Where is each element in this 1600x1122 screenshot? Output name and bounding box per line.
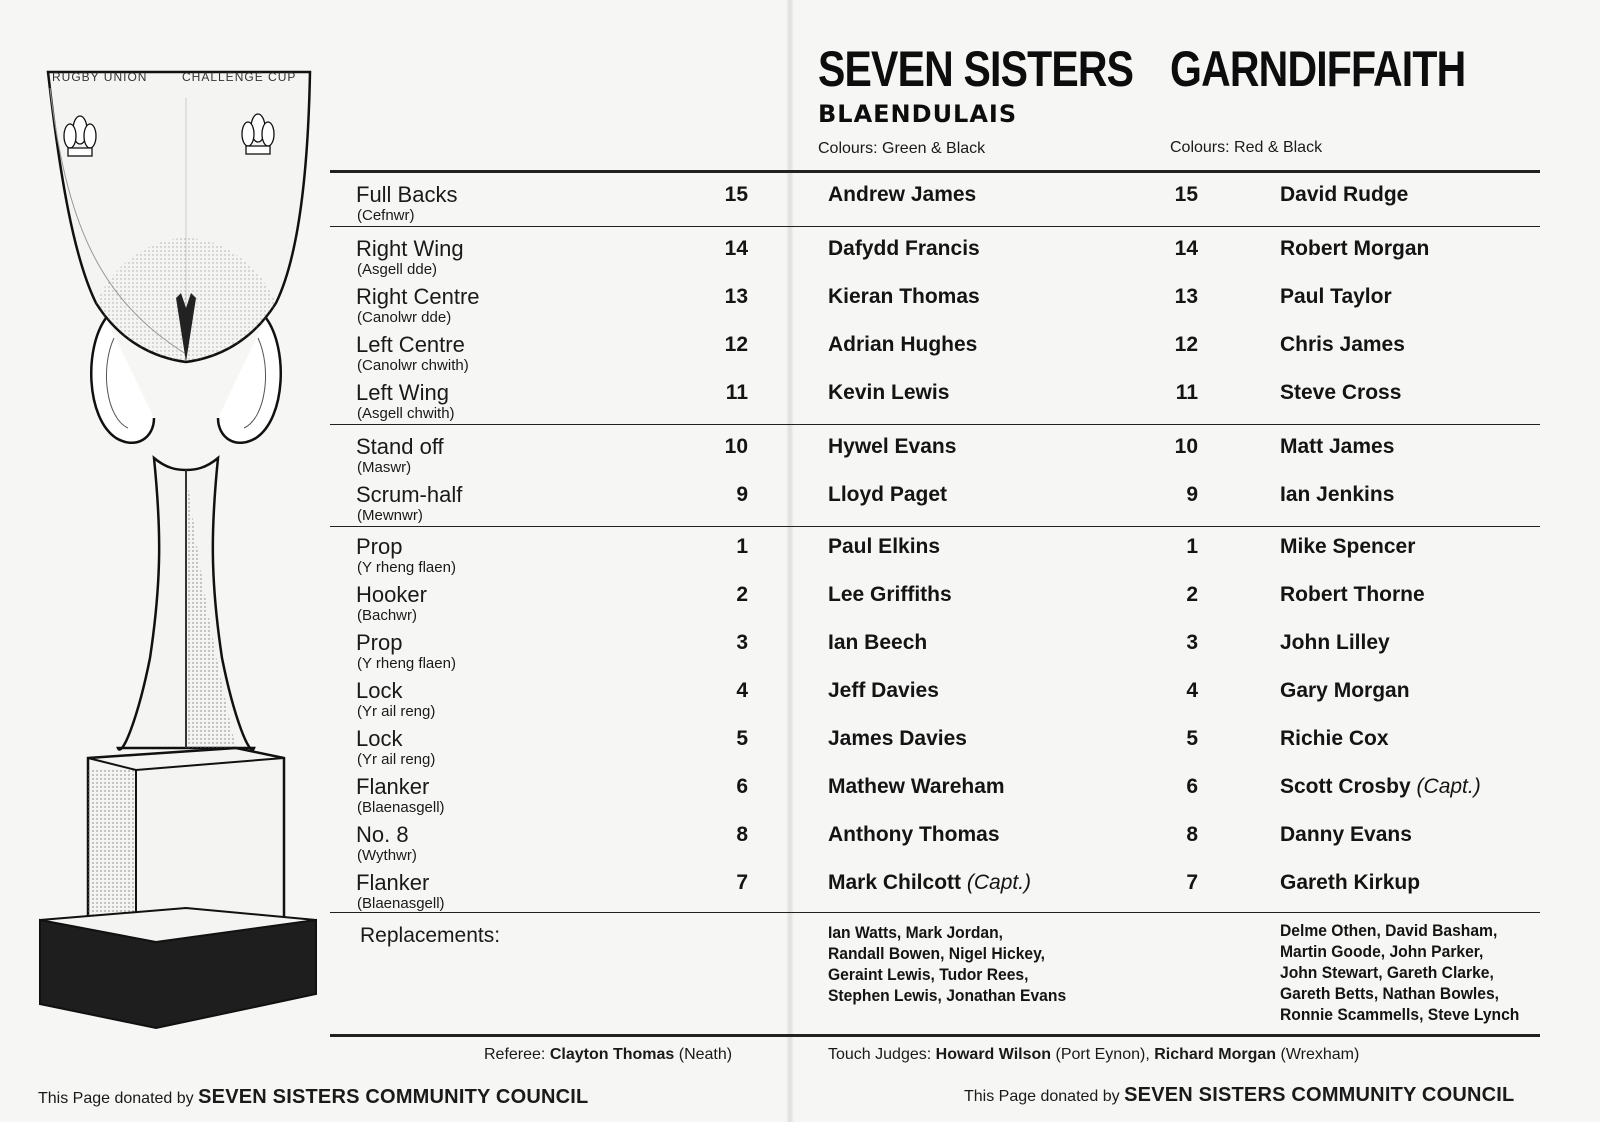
position-welsh-name: (Yr ail reng) [357,703,436,720]
away-shirt-number: 1 [1186,535,1198,558]
away-player-text: Gary Morgan [1280,679,1410,702]
replacement-line: John Stewart, Gareth Clarke, [1280,963,1494,982]
away-shirt-number: 13 [1174,285,1198,308]
position-welsh-name: (Y rheng flaen) [357,559,456,576]
away-player-name [1280,632,1390,653]
position-welsh-name: (Blaenasgell) [357,799,445,816]
replacement-line: Ian Watts, Mark Jordan, [828,923,1003,942]
table-bottom-rule [330,1034,1540,1037]
away-player-name [1280,382,1401,403]
away-player-name [1280,584,1425,605]
away-shirt-number: 12 [1174,333,1198,356]
away-shirt-number: 8 [1186,823,1198,846]
home-player-text: Adrian Hughes [828,333,978,356]
donation-footer-right [964,1084,1514,1107]
donation-prefix: This Page donated by [964,1088,1120,1105]
position-name: Stand off [356,434,444,459]
away-player-text: Danny Evans [1280,823,1412,846]
away-player-text: Matt James [1280,435,1395,458]
away-player-text: Chris James [1280,333,1405,356]
away-player-text: Scott Crosby [1280,775,1411,798]
replacements-label: Replacements: [360,924,501,947]
replacement-line: Randall Bowen, Nigel Hickey, [828,944,1045,963]
home-replacements [828,922,1066,1006]
away-player-name [1280,484,1394,505]
position-name: Flanker [356,870,430,895]
home-player-text: Mathew Wareham [828,775,1005,798]
home-player-text: Anthony Thomas [828,823,1000,846]
home-shirt-number: 15 [724,183,748,206]
home-shirt-number: 13 [724,285,748,308]
away-shirt-number: 5 [1186,727,1198,750]
position-name: No. 8 [356,822,409,847]
replacement-line: Delme Othen, David Basham, [1280,921,1498,940]
home-player-text: Hywel Evans [828,435,957,458]
position-welsh-name: (Cefnwr) [357,207,415,224]
cup-engraving-right: CHALLENGE CUP [182,70,297,84]
touch-judge-2-name: Richard Morgan [1154,1046,1277,1063]
away-shirt-number: 3 [1186,631,1198,654]
position-name: Lock [356,678,403,703]
position-name: Full Backs [356,182,458,207]
position-welsh-name: (Bachwr) [357,607,418,624]
section-rule-backs [330,226,1540,227]
away-player-text: John Lilley [1280,631,1390,654]
home-player-text: Kieran Thomas [828,285,980,308]
away-player-name [1280,824,1412,845]
home-shirt-number: 5 [736,727,748,750]
away-shirt-number: 2 [1186,583,1198,606]
home-player-text: Kevin Lewis [828,381,950,404]
away-player-name [1280,680,1410,701]
away-shirt-number: 9 [1186,483,1198,506]
home-shirt-number: 14 [724,237,748,260]
position-name: Hooker [356,582,427,607]
position-welsh-name: (Blaenasgell) [357,895,445,912]
page-fold [786,0,794,1122]
cup-engraving-left: RUGBY UNION [52,70,148,84]
position-name: Right Centre [356,284,480,309]
away-player-text: Steve Cross [1280,381,1402,404]
home-player-name [828,286,980,307]
section-rule-replacements [330,912,1540,913]
away-player-name [1280,238,1429,259]
away-player-name [1280,436,1394,457]
away-player-name [1280,776,1481,797]
away-player-name [1280,334,1405,355]
home-player-name [828,238,980,259]
home-player-name [828,584,952,605]
away-player-text: Richie Cox [1280,727,1389,750]
donation-footer-left [38,1086,588,1109]
home-shirt-number: 12 [724,333,748,356]
away-player-text: Paul Taylor [1280,285,1392,308]
away-player-text: Mike Spencer [1280,535,1416,558]
section-rule-halfbacks [330,424,1540,425]
away-player-name [1280,184,1408,205]
away-player-text: David Rudge [1280,183,1409,206]
table-top-rule [330,170,1540,173]
home-player-text: Andrew James [828,183,977,206]
home-player-name [828,728,967,749]
away-shirt-number: 4 [1186,679,1198,702]
home-player-name [828,776,1005,797]
home-shirt-number: 1 [736,535,748,558]
position-name: Left Centre [356,332,465,357]
home-player-name [828,824,1000,845]
position-name: Left Wing [356,380,449,405]
away-shirt-number: 15 [1174,183,1198,206]
touch-judges-label: Touch Judges: [828,1046,932,1063]
home-shirt-number: 2 [736,583,748,606]
away-player-text: Ian Jenkins [1280,483,1395,506]
home-player-name [828,484,947,505]
home-player-name [828,436,956,457]
away-team-name: GARNDIFFAITH [1170,41,1466,97]
away-player-name [1280,536,1415,557]
position-welsh-name: (Maswr) [357,459,412,476]
position-name: Prop [356,534,403,559]
away-player-name [1280,872,1420,893]
referee-line [484,1046,732,1064]
home-team-colours: Colours: Green & Black [818,140,986,157]
replacement-line: Ronnie Scammells, Steve Lynch [1280,1005,1520,1024]
position-welsh-name: (Canolwr dde) [357,309,452,326]
captain-marker: (Capt.) [1416,775,1481,798]
home-player-name [828,382,949,403]
home-shirt-number: 4 [736,679,748,702]
donation-prefix: This Page donated by [38,1090,194,1107]
position-name: Prop [356,630,403,655]
referee-name: Clayton Thomas [549,1046,675,1063]
home-player-text: James Davies [828,727,967,750]
away-player-text: Gareth Kirkup [1280,871,1421,894]
replacement-line: Geraint Lewis, Tudor Rees, [828,965,1029,984]
home-shirt-number: 9 [736,483,748,506]
home-player-name [828,334,977,355]
home-shirt-number: 3 [736,631,748,654]
home-player-text: Dafydd Francis [828,237,980,260]
position-welsh-name: (Asgell chwith) [357,405,455,422]
home-shirt-number: 10 [724,435,748,458]
home-player-text: Ian Beech [828,631,928,654]
home-player-text: Mark Chilcott [828,871,962,894]
touch-judge-1-name: Howard Wilson [935,1046,1052,1063]
position-welsh-name: (Y rheng flaen) [357,655,456,672]
away-shirt-number: 14 [1174,237,1198,260]
home-player-name [828,872,1031,893]
home-team-subtitle: BLAENDULAIS [818,100,1018,128]
away-replacements [1280,920,1519,1025]
position-welsh-name: (Mewnwr) [357,507,423,524]
replacement-line: Stephen Lewis, Jonathan Evans [828,986,1067,1005]
donation-sponsor: SEVEN SISTERS COMMUNITY COUNCIL [198,1086,589,1108]
position-name: Lock [356,726,403,751]
section-rule-forwards [330,526,1540,527]
away-shirt-number: 6 [1186,775,1198,798]
away-shirt-number: 11 [1175,381,1198,404]
home-shirt-number: 7 [736,871,748,894]
away-shirt-number: 10 [1174,435,1198,458]
away-player-text: Robert Thorne [1280,583,1425,606]
position-name: Right Wing [356,236,464,261]
home-player-text: Paul Elkins [828,535,941,558]
replacement-line: Gareth Betts, Nathan Bowles, [1280,984,1500,1003]
position-name: Scrum-half [356,482,463,507]
home-player-name [828,184,976,205]
referee-club: (Neath) [678,1046,733,1063]
replacement-line: Martin Goode, John Parker, [1280,942,1484,961]
home-player-text: Lee Griffiths [828,583,952,606]
referee-label: Referee: [484,1046,546,1063]
home-player-text: Lloyd Paget [828,483,948,506]
home-player-name [828,680,939,701]
captain-marker: (Capt.) [966,871,1032,894]
away-player-text: Robert Morgan [1280,237,1430,260]
away-shirt-number: 7 [1186,871,1198,894]
home-shirt-number: 6 [736,775,748,798]
position-welsh-name: (Wythwr) [357,847,417,864]
donation-sponsor: SEVEN SISTERS COMMUNITY COUNCIL [1124,1084,1515,1106]
touch-judge-2-club: (Wrexham) [1280,1046,1360,1063]
touch-judge-1-club: (Port Eynon), [1055,1046,1150,1063]
position-welsh-name: (Yr ail reng) [357,751,436,768]
position-welsh-name: (Asgell dde) [357,261,438,278]
away-player-name [1280,286,1392,307]
home-team-name: SEVEN SISTERS [818,41,1134,97]
challenge-cup-illustration [36,58,336,1058]
position-name: Flanker [356,774,430,799]
away-team-colours: Colours: Red & Black [1170,139,1323,156]
home-shirt-number: 11 [725,381,748,404]
position-welsh-name: (Canolwr chwith) [357,357,469,374]
away-player-name [1280,728,1389,749]
home-player-name [828,632,927,653]
home-shirt-number: 8 [736,823,748,846]
touch-judges-line [828,1046,1359,1064]
home-player-text: Jeff Davies [828,679,939,702]
home-player-name [828,536,940,557]
